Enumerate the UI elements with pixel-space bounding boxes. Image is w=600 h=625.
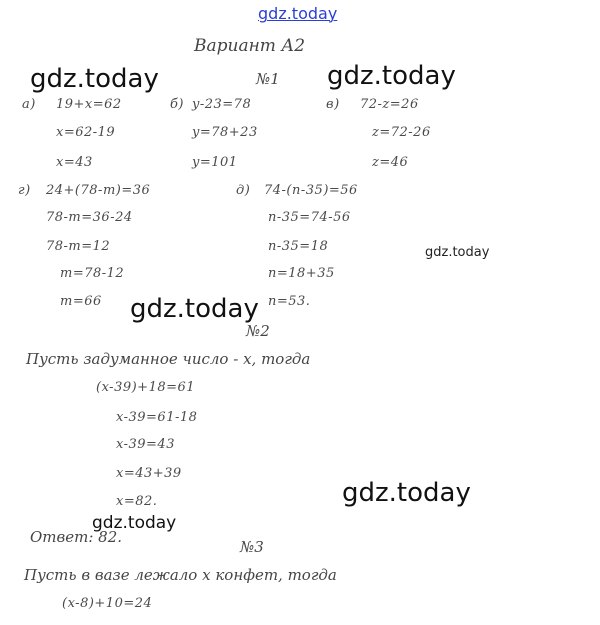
equation-line: z=72-26	[372, 125, 431, 140]
equation-line: n-35=74-56	[268, 210, 351, 225]
equation-line: y-23=78	[192, 97, 252, 112]
task1-g-label: г)	[18, 183, 31, 198]
watermark: gdz.today	[30, 64, 159, 94]
equation-line: m=78-12	[60, 266, 125, 281]
equation-line: m=66	[60, 294, 102, 309]
equation-line: x-39=43	[116, 437, 175, 452]
equation-line: 74-(n-35)=56	[264, 183, 358, 198]
watermark: gdz.today	[130, 294, 259, 324]
equation-line: (x-8)+10=24	[62, 596, 153, 611]
equation-line: x=82.	[116, 494, 158, 509]
equation-line: 72-z=26	[360, 97, 419, 112]
task2-intro: Пусть задуманное число - x, тогда	[26, 350, 311, 368]
equation-line: 24+(78-m)=36	[46, 183, 151, 198]
task3-number: №3	[240, 538, 264, 556]
equation-line: x=43	[56, 155, 93, 170]
variant-title: Вариант А2	[194, 36, 306, 56]
equation-line: z=46	[372, 155, 409, 170]
equation-line: n=53.	[268, 294, 311, 309]
equation-line: y=78+23	[192, 125, 258, 140]
equation-line: 19+x=62	[56, 97, 122, 112]
equation-line: 78-m=12	[46, 239, 111, 254]
equation-line: x=43+39	[116, 466, 182, 481]
equation-line: n-35=18	[268, 239, 329, 254]
task1-number: №1	[256, 70, 280, 88]
watermark-top[interactable]: gdz.today	[258, 4, 338, 23]
watermark: gdz.today	[327, 61, 456, 91]
equation-line: 78-m=36-24	[46, 210, 133, 225]
equation-line: x-39=61-18	[116, 410, 198, 425]
watermark: gdz.today	[342, 478, 471, 508]
task1-b-label: б)	[170, 97, 185, 112]
task1-d-label: д)	[236, 183, 251, 198]
task2-number: №2	[246, 322, 270, 340]
task1-a-label: а)	[22, 97, 36, 112]
equation-line: x=62-19	[56, 125, 116, 140]
watermark: gdz.today	[425, 245, 490, 260]
task1-v-label: в)	[326, 97, 340, 112]
task3-intro: Пусть в вазе лежало x конфет, тогда	[24, 566, 337, 584]
task2-answer: Ответ: 82.	[30, 528, 123, 546]
equation-line: n=18+35	[268, 266, 335, 281]
equation-line: (x-39)+18=61	[96, 380, 196, 395]
watermark: gdz.today	[92, 513, 177, 533]
equation-line: y=101	[192, 155, 238, 170]
